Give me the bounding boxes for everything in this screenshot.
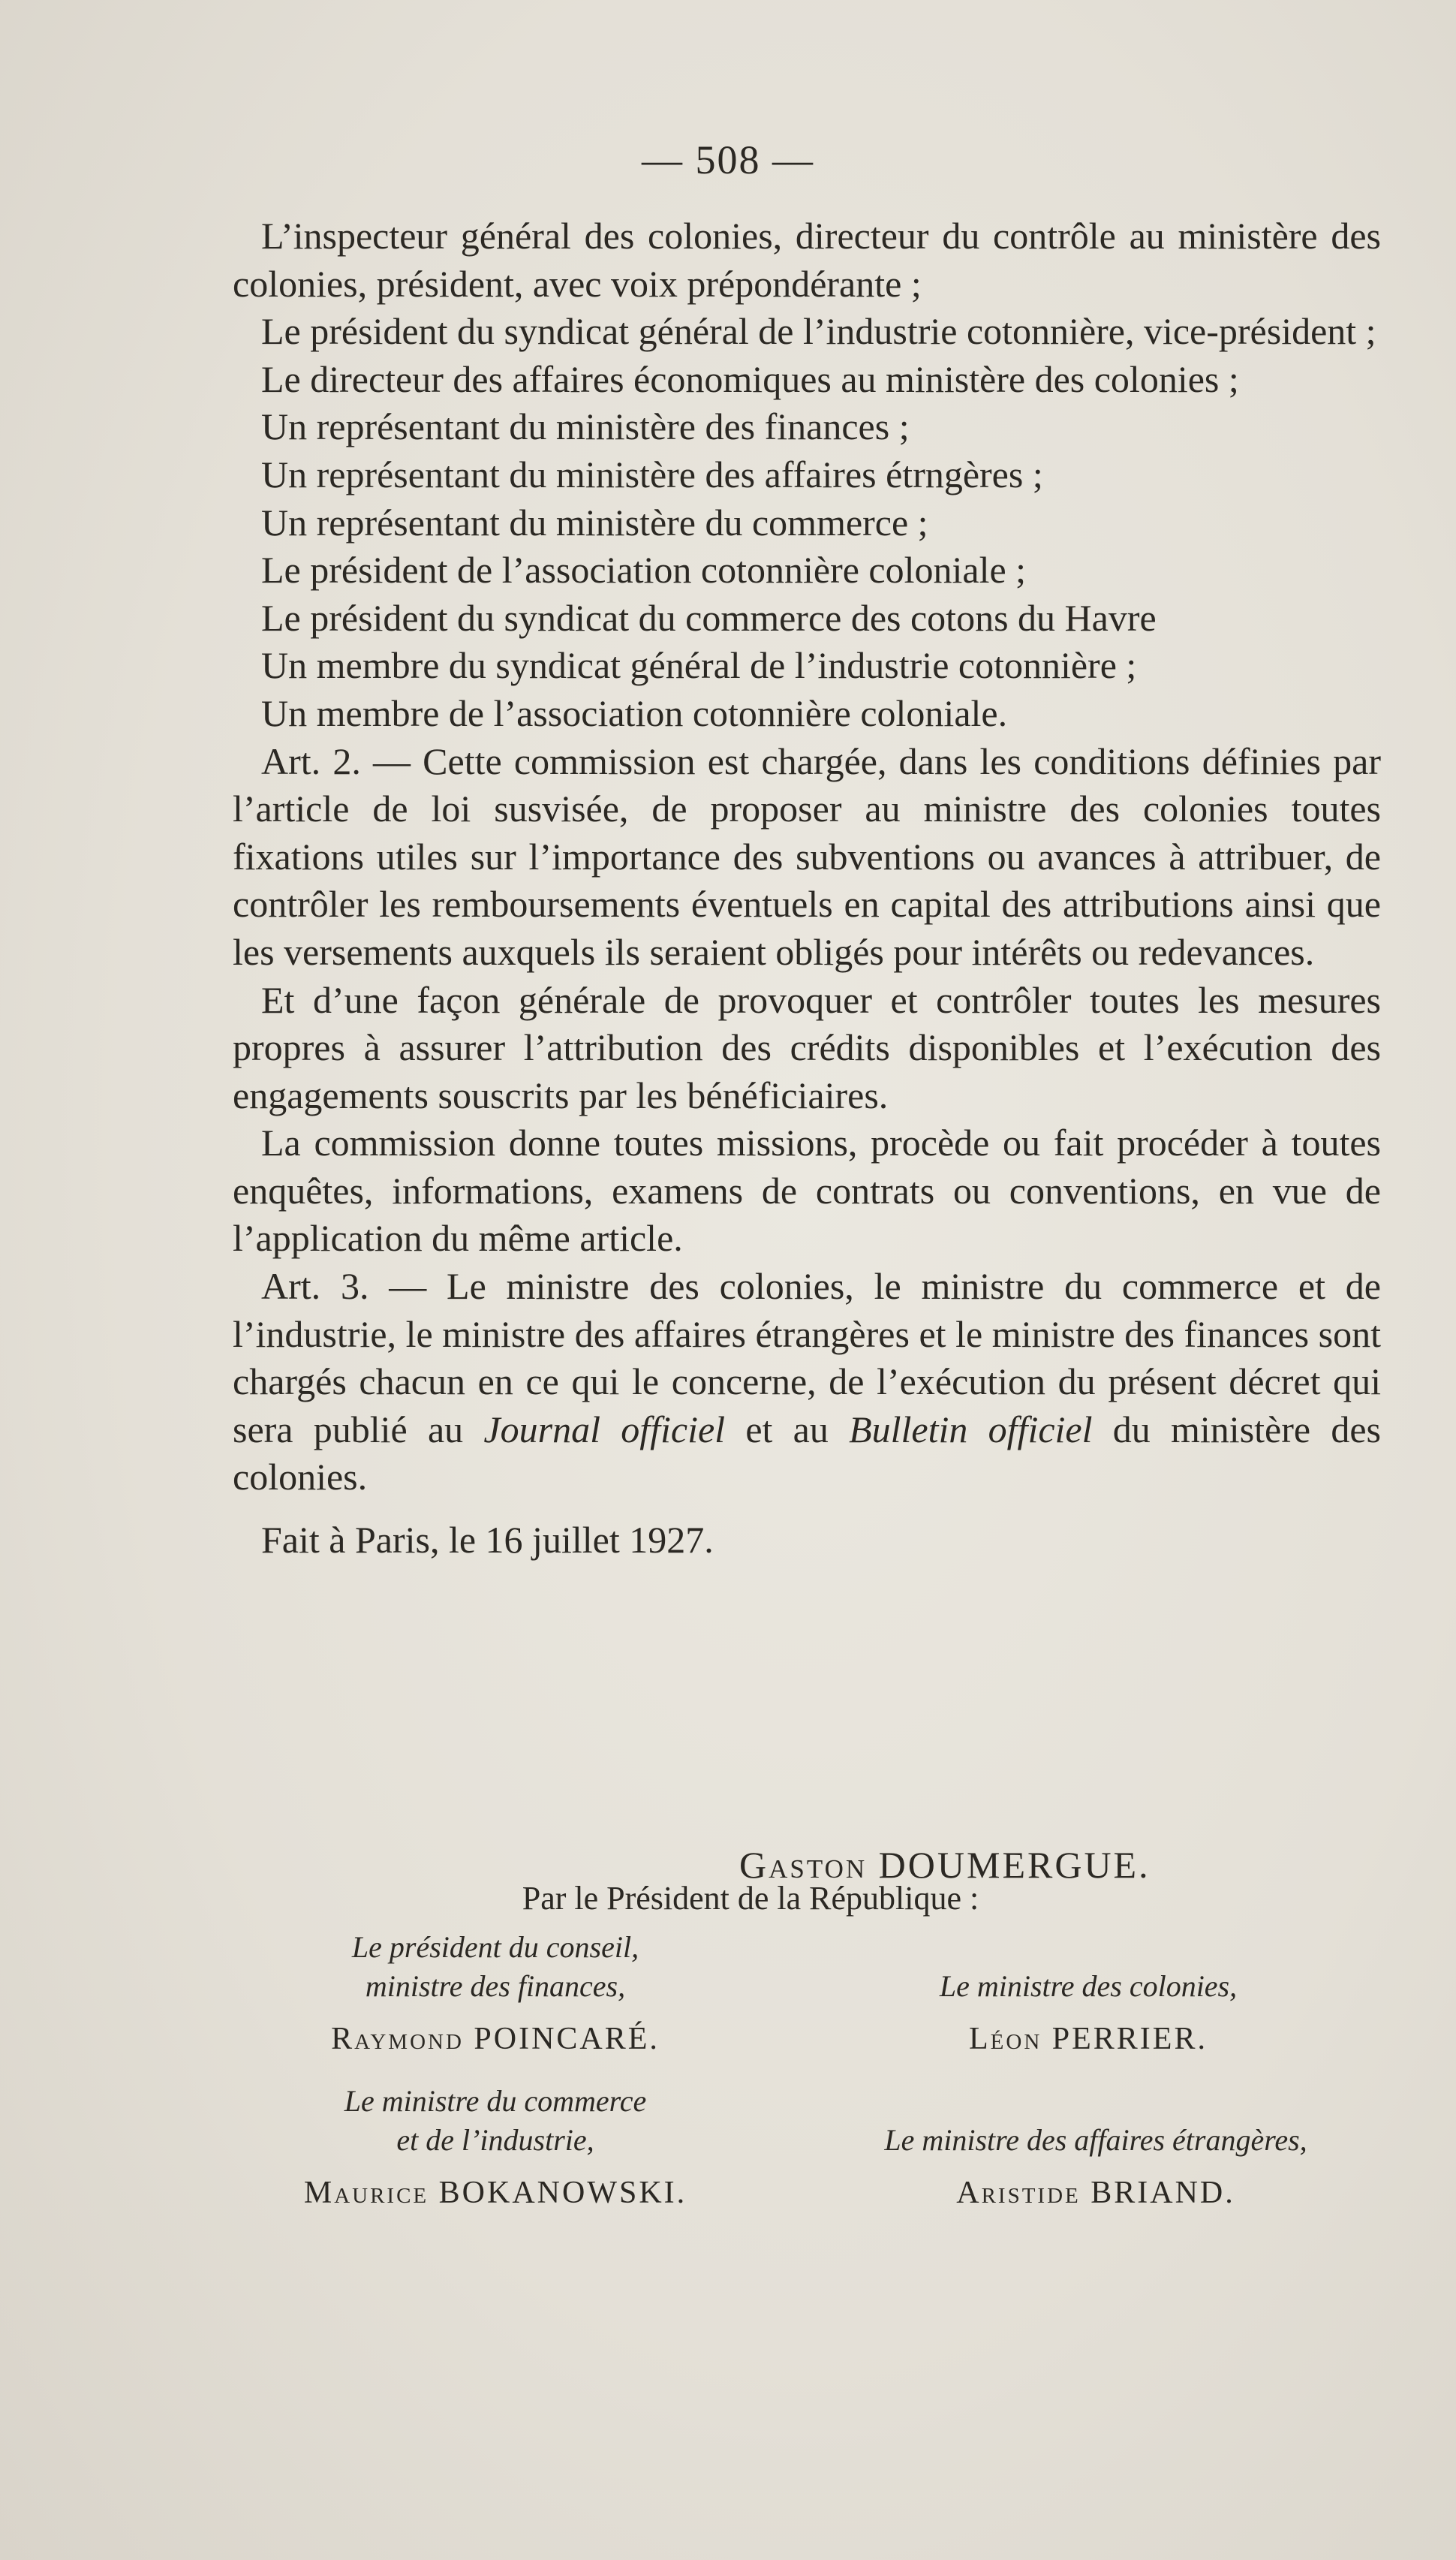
paragraph: Un membre de l’association cotonnière coloniale. [261, 691, 1008, 734]
signatory-title: ministre des finances, [365, 1969, 626, 2003]
decree-body [233, 212, 1381, 1565]
paragraph: Un membre du syndicat général de l’industrie cotonnière ; [261, 644, 1137, 687]
paragraph: Le président de l’association cotonnière coloniale ; [261, 549, 1027, 592]
page-number: — 508 — [642, 137, 814, 182]
bulletin-officiel: Bulletin officiel [849, 1408, 1093, 1450]
signatory-block [833, 1967, 1343, 2059]
signatory-name: Maurice BOKANOWSKI. [303, 2176, 687, 2210]
president-first-name: Gaston [739, 1844, 868, 1886]
article-3-text: Art. 3. — Le ministre des colonies, le ministre du commerce et de l’industrie, le ministre des affaires étrangères et le ministre des finances sont chargés chacun en ce qui le concerne, de l’exécution du présent décret qui sera publié au [233, 1265, 1381, 1450]
paragraph: L’inspecteur général des colonies, directeur du contrôle au ministère des colonies, président, avec voix prépondérante ; [233, 215, 1381, 305]
paragraph: Un représentant du ministère des finances ; [261, 405, 910, 448]
president-last-name: DOUMERGUE. [878, 1844, 1151, 1886]
signatory-title: et de l’industrie, [396, 2123, 594, 2157]
paragraph: Un représentant du ministère des affaires étrngères ; [261, 453, 1043, 495]
date-line: Fait à Paris, le 16 juillet 1927. [261, 1519, 714, 1562]
paragraph: La commission donne toutes missions, procède ou fait procéder à toutes enquêtes, informations, examens de contrats ou conventions, en vue de l’application du même article. [233, 1122, 1381, 1260]
signatory-title: Le ministre du commerce [344, 2084, 647, 2118]
signatory-title: Le ministre des affaires étrangères, [884, 2123, 1307, 2157]
paragraph: Un représentant du ministère du commerce ; [261, 501, 928, 544]
signatory-name: Léon PERRIER. [969, 2022, 1208, 2056]
article-2: Art. 2. — Cette commission est chargée, dans les conditions définies par l’article de loi susvisée, de proposer au ministre des colonies toutes fixations utiles sur l’importance des subventions ou avances à attribuer, de contrôler les remboursements éventuels en capital des attributions ainsi que les versements auxquels ils seraient obligés pour intérêts ou redevances. [233, 739, 1381, 973]
signatory-block [248, 2082, 743, 2212]
signatory-name: Aristide BRIAND. [956, 2176, 1235, 2210]
par-le-president: Par le Président de la République : [522, 1880, 979, 1917]
signatory-title: Le président du conseil, [351, 1930, 639, 1964]
article-3-text: du ministère des colonies. [233, 1408, 1381, 1498]
signatory-block [803, 2121, 1388, 2212]
journal-officiel: Journal officiel [483, 1408, 726, 1450]
paragraph: Le président du syndicat général de l’industrie cotonnière, vice-président ; [261, 310, 1376, 353]
signatory-block [248, 1928, 743, 2059]
paragraph: Le président du syndicat du commerce des cotons du Havre [261, 596, 1157, 639]
signatory-name: Raymond POINCARÉ. [331, 2022, 660, 2056]
article-3 [233, 1263, 1381, 1501]
paragraph: Le directeur des affaires économiques au ministère des colonies ; [261, 357, 1239, 400]
signatory-title: Le ministre des colonies, [939, 1969, 1238, 2003]
article-3-text: et au [725, 1408, 850, 1450]
paragraph: Et d’une façon générale de provoquer et contrôler toutes les mesures propres à assurer l’attribution des crédits disponibles et l’exécution des engagements souscrits par les bénéficiaires. [233, 978, 1381, 1116]
